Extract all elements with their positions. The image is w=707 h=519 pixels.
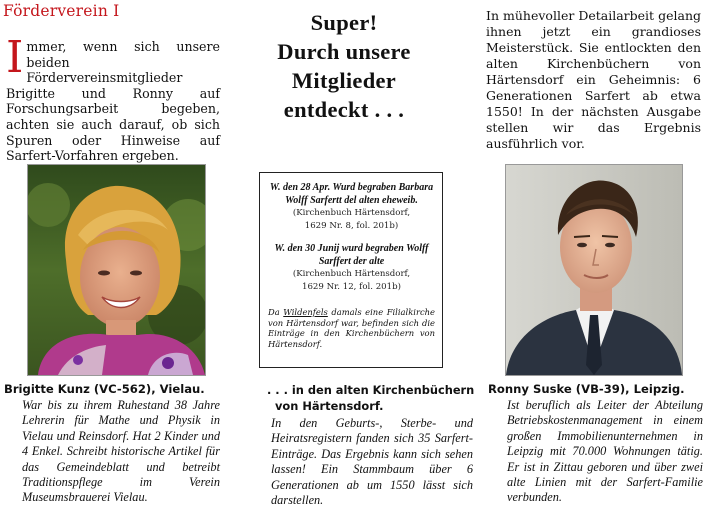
- photo-brigitte-kunz: [27, 164, 206, 376]
- register-note-text: damals eine Filialkirche von Härtensdorf war, befinden sich die Einträge in den Kirchenbüchern von Härtensdorf.: [268, 307, 436, 349]
- register-entry-2: W. den 30 Junij wurd begraben Wolff Sarffert der alte: [274, 243, 429, 267]
- headline-line-3: Mitglieder: [291, 68, 397, 93]
- register-entry-2-source-line-2: 1629 Nr. 12, fol. 201b): [302, 282, 401, 292]
- register-entry-1: W. den 28 Apr. Wurd begraben Barbara Wolff Sarfertt del alten eheweib.: [269, 182, 434, 206]
- register-note: [268, 307, 435, 349]
- headline-line-4: entdeckt . . .: [283, 97, 405, 122]
- headline-line-1: Super!: [310, 10, 378, 35]
- wildenfels-link-text: Wildenfels: [283, 307, 328, 317]
- headline-line-2: Durch unsere: [277, 39, 411, 64]
- dropcap-letter: I: [6, 32, 24, 83]
- register-entry-1-source-line-1: (Kirchenbuch Härtensdorf,: [292, 208, 411, 218]
- caption-text-ronny: Ist beruflich als Leiter der Abteilung Betriebskostenmanagement in einem großen Immobilienunternehmen in Leipzig mit 70.000 Wohnungen tätig. Er ist in Zittau geboren und über zwei alte Linien mit der Sarfert-Familie verbunden.: [507, 398, 703, 505]
- portrait-woman-image: [28, 165, 205, 375]
- caption-text-middle: In den Geburts-, Sterbe- und Heiratsregistern fanden sich 35 Sarfert-Einträge. Das Ergebnis kann sich sehen lassen! Ein Stammbaum über 6 Generationen ab um 1550 lässt sich darstellen.: [271, 416, 473, 508]
- caption-name-brigitte: Brigitte Kunz (VC-562), Vielau.: [4, 382, 205, 396]
- caption-heading-middle-line-2: von Härtensdorf.: [275, 399, 384, 413]
- right-intro-paragraph: In mühevoller Detailarbeit gelang ihnen jetzt ein grandioses Meisterstück. Sie entlockten den alten Kirchenbüchern von Härtensdorf ein Geheimnis: 6 Generationen Sarfert ab etwa 1550! In der nächsten Ausgabe stellen wir das Ergebnis ausführlich vor.: [486, 8, 701, 151]
- intro-text: mmer, wenn sich unsere beiden Fördervereinsmitglieder Brigitte und Ronny auf Forschungsarbeit begeben, achten sie auch darauf, ob sich Spuren oder Hinweise auf Sarfert-Vorfahren ergeben.: [6, 39, 220, 164]
- register-entry-1-source-line-2: 1629 Nr. 8, fol. 201b): [304, 221, 399, 231]
- caption-heading-middle: [267, 382, 474, 414]
- caption-heading-middle-line-1: . . . in den alten Kirchenbüchern: [267, 383, 475, 397]
- section-title: Förderverein I: [3, 2, 120, 20]
- spacer: [268, 233, 435, 242]
- headline: [236, 8, 452, 124]
- intro-paragraph: [6, 32, 220, 164]
- church-register-excerpt-box: [259, 172, 443, 368]
- portrait-man-image: [506, 165, 682, 375]
- caption-name-ronny: Ronny Suske (VB-39), Leipzig.: [488, 382, 685, 396]
- register-entry-2-source-line-1: (Kirchenbuch Härtensdorf,: [292, 269, 411, 279]
- caption-text-brigitte: War bis zu ihrem Ruhestand 38 Jahre Lehrerin für Mathe und Physik in Vielau und Reinsdorf. Hat 2 Kinder und 4 Enkel. Schreibt historische Artikel für das Gemeindeblatt und betreibt Traditionspflege im Verein Museumsbrauerei Vielau.: [22, 398, 220, 505]
- register-note-prefix: Da: [268, 307, 280, 317]
- photo-ronny-suske: [505, 164, 683, 376]
